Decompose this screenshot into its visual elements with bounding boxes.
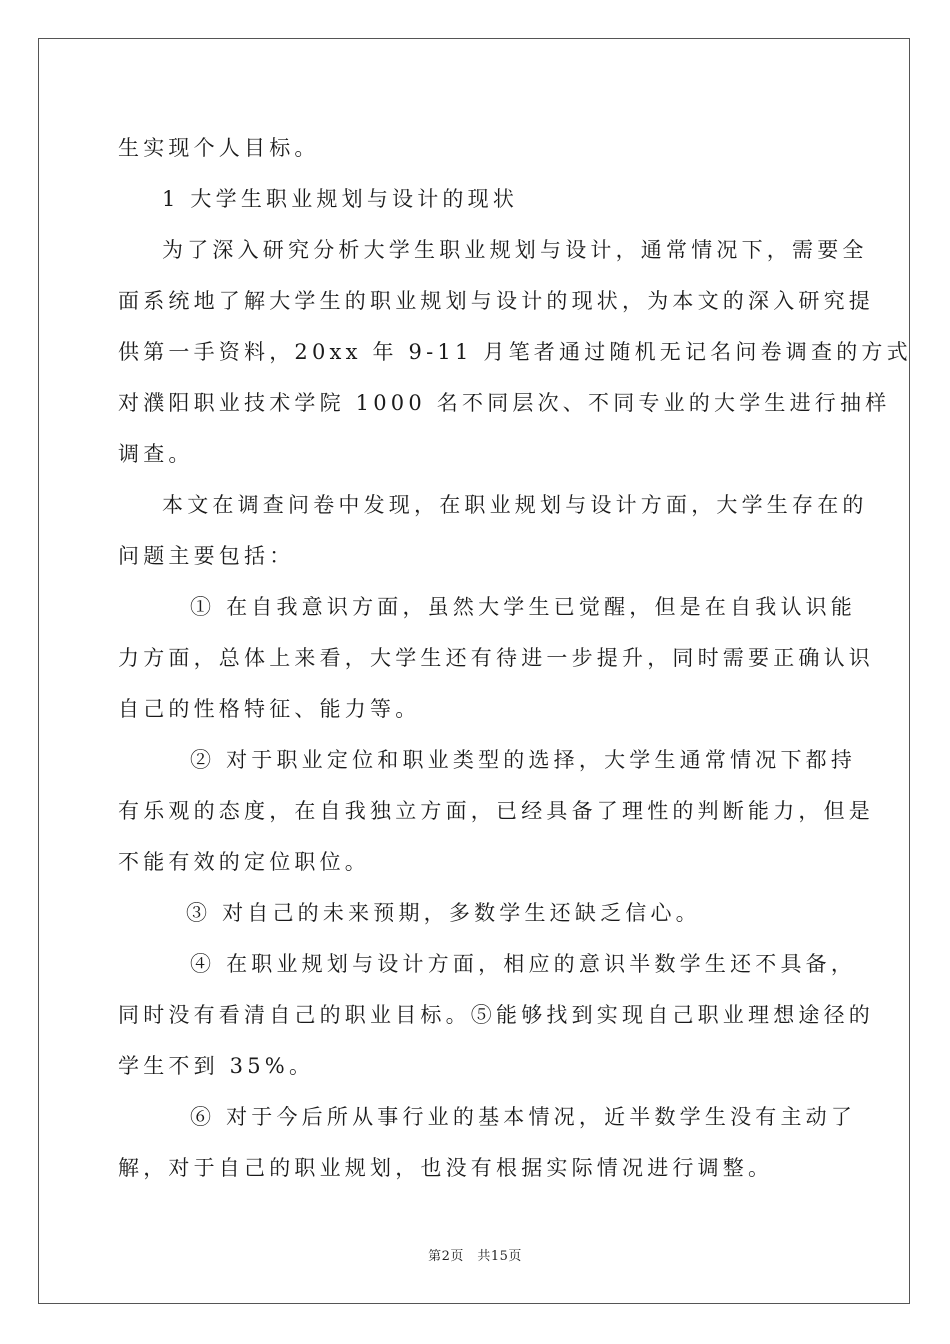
text-line: 学生不到 35%。 bbox=[118, 1054, 315, 1078]
text-line: 供第一手资料，20xx 年 9-11 月笔者通过随机无记名问卷调查的方式 bbox=[118, 340, 912, 364]
text-line: 为了深入研究分析大学生职业规划与设计，通常情况下，需要全 bbox=[162, 238, 868, 262]
text-line: 同时没有看清自己的职业目标。⑤能够找到实现自己职业理想途径的 bbox=[118, 1003, 874, 1027]
text-line: 问题主要包括： bbox=[118, 544, 295, 568]
list-item-3: ③ 对自己的未来预期，多数学生还缺乏信心。 bbox=[186, 901, 701, 925]
text-line: 调查。 bbox=[118, 442, 194, 466]
text-line: 解，对于自己的职业规划，也没有根据实际情况进行调整。 bbox=[118, 1156, 774, 1180]
text-line: 不能有效的定位职位。 bbox=[118, 850, 370, 874]
text-line: 本文在调查问卷中发现，在职业规划与设计方面，大学生存在的 bbox=[162, 493, 868, 517]
list-item-1: ① 在自我意识方面，虽然大学生已觉醒，但是在自我认识能 bbox=[190, 595, 857, 619]
text-line: 自己的性格特征、能力等。 bbox=[118, 697, 421, 721]
text-line: 对濮阳职业技术学院 1000 名不同层次、不同专业的大学生进行抽样 bbox=[118, 391, 891, 415]
text-line: 面系统地了解大学生的职业规划与设计的现状，为本文的深入研究提 bbox=[118, 289, 874, 313]
section-heading: 1 大学生职业规划与设计的现状 bbox=[162, 187, 519, 211]
list-item-4: ④ 在职业规划与设计方面，相应的意识半数学生还不具备， bbox=[190, 952, 857, 976]
list-item-2: ② 对于职业定位和职业类型的选择，大学生通常情况下都持 bbox=[190, 748, 857, 772]
page-number: 第2页 共15页 bbox=[428, 1249, 522, 1264]
list-item-6: ⑥ 对于今后所从事行业的基本情况，近半数学生没有主动了 bbox=[190, 1105, 857, 1129]
text-line: 力方面，总体上来看，大学生还有待进一步提升，同时需要正确认识 bbox=[118, 646, 874, 670]
text-line: 有乐观的态度，在自我独立方面，已经具备了理性的判断能力，但是 bbox=[118, 799, 874, 823]
text-line: 生实现个人目标。 bbox=[118, 136, 320, 160]
